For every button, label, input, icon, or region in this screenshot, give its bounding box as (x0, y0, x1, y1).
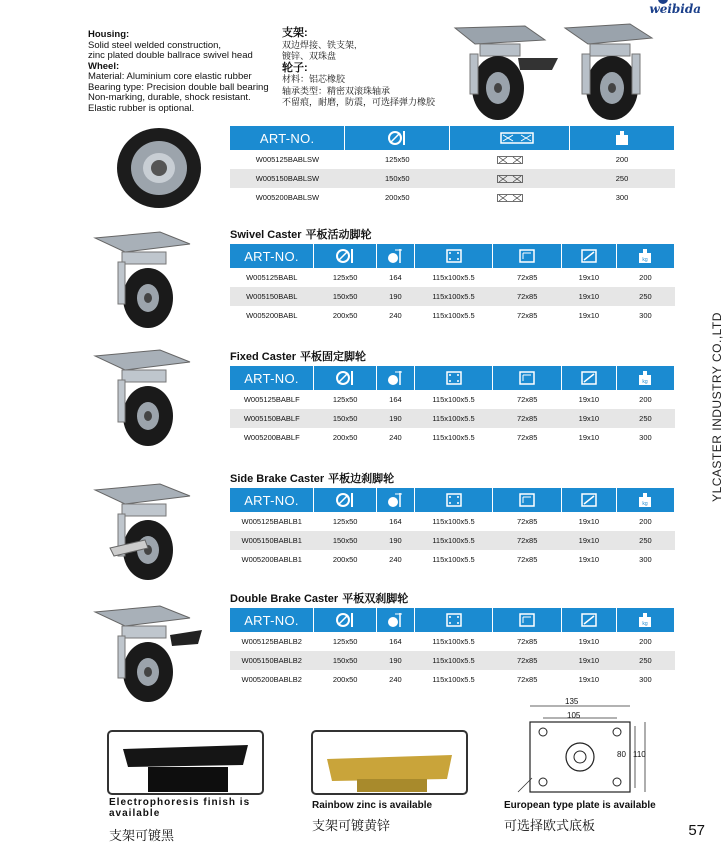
electrophoresis-caption-cn: 支架可镀黑 (109, 829, 175, 844)
table-cell: 250 (616, 287, 674, 306)
load-weight-icon (612, 130, 632, 146)
bracket-line-cn: 双边焊接、铁支架, (282, 39, 357, 50)
kg-label: kg (642, 621, 649, 627)
header-plate-size (414, 366, 493, 390)
header-load-weight (616, 608, 674, 632)
section-title-en: Double Brake Caster (230, 593, 339, 605)
table-cell: 164 (389, 395, 402, 404)
table-row (230, 188, 675, 207)
table-cell: W005125BABLB2 (241, 637, 302, 646)
table-cell: 125x50 (332, 395, 358, 404)
load-cell: 200 (615, 155, 629, 164)
table-cell: 19x10 (578, 395, 600, 404)
wheel-size-icon (335, 492, 355, 508)
hole-spacing-icon (517, 248, 537, 264)
table-cell: 200 (639, 517, 652, 526)
header-wheel-size (314, 488, 377, 512)
table-cell: 200x50 (332, 311, 358, 320)
spec-chinese (282, 28, 452, 109)
table-cell: 115x100x5.5 (432, 433, 475, 442)
european-plate-caption-cn: 可选择欧式底板 (504, 819, 596, 834)
bolt-hole-icon (579, 492, 599, 508)
dim-80: 80 (617, 750, 626, 759)
table-cell: 115x100x5.5 (414, 531, 493, 550)
table-cell: W005125BABL (246, 273, 298, 282)
bearing-cell (450, 169, 570, 188)
table-cell: 19x10 (578, 637, 600, 646)
table-row (230, 428, 675, 447)
housing-line: zinc plated double ballrace swivel head (88, 50, 253, 61)
table-cell: 19x10 (561, 409, 616, 428)
header-plate-size (414, 488, 493, 512)
wheel-size-icon (335, 370, 355, 386)
table-cell: 115x100x5.5 (432, 637, 475, 646)
electrophoresis-plate-photo (108, 731, 263, 794)
load-weight-icon (635, 612, 655, 628)
hole-spacing-icon (517, 612, 537, 628)
kg-label: kg (642, 501, 649, 507)
table-cell: 190 (377, 531, 414, 550)
header-bolt-hole (561, 608, 616, 632)
section-title (230, 348, 366, 364)
rainbow-zinc-plate-photo (312, 731, 467, 794)
table-cell: 300 (639, 555, 652, 564)
header-bolt-hole (561, 488, 616, 512)
swivel-caster-photo-top (560, 18, 660, 123)
wheel-line: Non-marking, durable, shock resistant. (88, 92, 251, 103)
table-cell: 115x100x5.5 (432, 675, 475, 684)
table-cell: 150x50 (314, 409, 377, 428)
header-plate-size (414, 608, 493, 632)
wheel-size-icon (387, 130, 407, 146)
art-no-cell: W005200BABLSW (255, 193, 320, 202)
table-cell: 115x100x5.5 (432, 395, 475, 404)
table-cell: 19x10 (578, 273, 600, 282)
header-wheel-size (314, 608, 377, 632)
table-cell: W005200BABLB1 (241, 555, 302, 564)
header-wheel-size (314, 366, 377, 390)
bearing-mark-icon (497, 156, 523, 164)
table-row (230, 287, 675, 306)
table-cell: 125x50 (332, 517, 358, 526)
table-cell: 190 (377, 651, 414, 670)
size-cell: 150x50 (345, 169, 450, 188)
section-title-en: Swivel Caster (230, 229, 302, 241)
bearing-cell (450, 188, 570, 207)
header-bolt-hole (561, 366, 616, 390)
bearing-mark-icon (497, 175, 523, 183)
header-plate-size (414, 244, 493, 268)
table-cell: 200x50 (332, 675, 358, 684)
section-title-cn: 平板双刹脚轮 (342, 593, 409, 605)
wheel-line-cn: 不留痕，耐磨，防震，可选择弹力橡胶 (282, 97, 436, 107)
header-art-no: ART-NO. (230, 608, 314, 632)
wheel-table (230, 126, 675, 207)
table-cell: 200x50 (332, 555, 358, 564)
table-cell: 190 (377, 409, 414, 428)
header-hole-spacing (493, 366, 561, 390)
table-cell: 164 (389, 637, 402, 646)
total-height-icon (385, 612, 405, 628)
table-cell: 125x50 (332, 273, 358, 282)
table-cell: W005150BABLB1 (230, 531, 314, 550)
total-height-icon (385, 248, 405, 264)
table-cell: 72x85 (493, 531, 561, 550)
table-cell: 72x85 (493, 651, 561, 670)
bolt-hole-icon (579, 370, 599, 386)
table-cell: 250 (616, 531, 674, 550)
bracket-line-cn: 镀锌、双珠盘 (282, 51, 337, 61)
electrophoresis-caption: Electrophoresis finish is available (109, 797, 251, 819)
load-weight-icon (635, 248, 655, 264)
table-cell: 240 (389, 311, 402, 320)
table-cell: 250 (616, 651, 674, 670)
dim-135: 135 (565, 697, 579, 706)
wheel-table-header-size (345, 126, 450, 150)
total-height-icon (385, 370, 405, 386)
section-title-en: Fixed Caster (230, 351, 297, 363)
table-cell: W005200BABL (246, 311, 298, 320)
table-cell: W005150BABL (230, 287, 314, 306)
table-cell: 72x85 (516, 395, 538, 404)
table-cell: 240 (389, 555, 402, 564)
table-cell: 164 (389, 517, 402, 526)
table-cell: 300 (639, 675, 652, 684)
total-height-icon (385, 492, 405, 508)
header-load-weight (616, 488, 674, 512)
section-spec-table (230, 608, 675, 689)
wheel-size-icon (335, 248, 355, 264)
size-cell: 125x50 (385, 155, 410, 164)
table-cell: 19x10 (578, 311, 600, 320)
table-row (230, 268, 675, 287)
table-cell: 200 (639, 637, 652, 646)
table-cell: 150x50 (314, 531, 377, 550)
header-load-weight (616, 244, 674, 268)
header-total-height (377, 608, 414, 632)
wheel-label-cn: 轮子: (282, 61, 308, 74)
table-cell: 250 (616, 409, 674, 428)
size-cell: 200x50 (385, 193, 410, 202)
bearing-icon (500, 130, 520, 146)
header-total-height (377, 366, 414, 390)
table-row (230, 651, 675, 670)
swivel-caster-photo (90, 226, 210, 331)
table-cell: 72x85 (516, 517, 538, 526)
bolt-hole-icon (579, 612, 599, 628)
header-art-no: ART-NO. (230, 244, 314, 268)
table-cell: 240 (389, 433, 402, 442)
load-weight-icon (635, 492, 655, 508)
art-no-cell: W005125BABLSW (255, 155, 320, 164)
dim-105: 105 (567, 711, 581, 720)
table-row (230, 306, 675, 325)
table-cell: 72x85 (516, 433, 538, 442)
table-cell: 19x10 (578, 675, 600, 684)
table-cell: 72x85 (493, 409, 561, 428)
table-row (230, 390, 675, 409)
table-cell: 72x85 (516, 311, 538, 320)
section-title-cn: 平板活动脚轮 (305, 229, 372, 241)
table-cell: W005200BABLB2 (241, 675, 302, 684)
table-row (230, 531, 675, 550)
header-total-height (377, 244, 414, 268)
kg-label: kg (642, 257, 649, 263)
table-cell: 19x10 (578, 433, 600, 442)
plate-size-icon (444, 370, 464, 386)
section-title-cn: 平板边刹脚轮 (328, 473, 395, 485)
table-cell: 115x100x5.5 (414, 287, 493, 306)
section-spec-table (230, 366, 675, 447)
table-cell: W005125BABLB1 (241, 517, 302, 526)
wheel-line-cn: 轴承类型：精密双滚珠轴承 (282, 85, 391, 96)
housing-label: Housing: (88, 29, 130, 40)
european-plate-drawing (510, 696, 660, 796)
housing-line: Solid steel welded construction, (88, 39, 222, 51)
table-row (230, 150, 675, 169)
bearing-cell (450, 150, 570, 169)
header-hole-spacing (493, 488, 561, 512)
table-cell: 115x100x5.5 (414, 651, 493, 670)
section-spec-table (230, 488, 675, 569)
table-cell: 190 (377, 287, 414, 306)
company-name-vertical: YLCASTER INDUSTRY CO.,LTD (710, 312, 724, 502)
section-title (230, 470, 394, 486)
table-cell: 19x10 (561, 651, 616, 670)
table-cell: 115x100x5.5 (432, 517, 475, 526)
header-load-weight (616, 366, 674, 390)
wheel-line: Bearing type: Precision double ball bearing (88, 81, 269, 93)
header-art-no: ART-NO. (230, 366, 314, 390)
header-art-no: ART-NO. (230, 488, 314, 512)
bolt-hole-icon (579, 248, 599, 264)
section-title (230, 590, 408, 606)
load-cell: 250 (570, 169, 675, 188)
load-cell: 300 (615, 193, 629, 202)
table-cell: 72x85 (516, 555, 538, 564)
bearing-mark-icon (497, 194, 523, 202)
table-cell: 300 (639, 311, 652, 320)
table-cell: 300 (639, 433, 652, 442)
sidebrake-caster-photo (90, 478, 210, 583)
fixed-caster-photo (90, 344, 210, 449)
table-cell: W005150BABLB2 (230, 651, 314, 670)
load-weight-icon (635, 370, 655, 386)
table-cell: 115x100x5.5 (432, 555, 475, 564)
page-number: 57 (688, 822, 705, 839)
wheel-table-header-art: ART-NO. (230, 126, 345, 150)
european-plate-caption: European type plate is available (504, 800, 656, 811)
plate-size-icon (444, 612, 464, 628)
table-cell: 72x85 (516, 675, 538, 684)
hole-spacing-icon (517, 492, 537, 508)
wheel-table-header-bearing (450, 126, 570, 150)
rainbow-zinc-caption: Rainbow zinc is available (312, 800, 433, 811)
wheel-line: Material: Aluminium core elastic rubber (88, 71, 252, 82)
table-cell: 19x10 (561, 531, 616, 550)
table-cell: 72x85 (493, 287, 561, 306)
doublebrake-caster-photo (90, 600, 210, 705)
section-title-cn: 平板固定脚轮 (300, 351, 367, 363)
table-cell: W005125BABLF (243, 395, 300, 404)
table-cell: 150x50 (314, 287, 377, 306)
wheel-size-icon (335, 612, 355, 628)
wheel-label: Wheel: (88, 60, 120, 72)
table-cell: 115x100x5.5 (432, 311, 475, 320)
plate-size-icon (444, 248, 464, 264)
header-total-height (377, 488, 414, 512)
wheel-line: Elastic rubber is optional. (88, 102, 195, 114)
table-row (230, 512, 675, 531)
table-cell: 150x50 (314, 651, 377, 670)
table-cell: 164 (389, 273, 402, 282)
table-row (230, 409, 675, 428)
wheel-table-header-load (570, 126, 675, 150)
table-cell: 200 (639, 273, 652, 282)
spec-english (88, 30, 288, 114)
header-hole-spacing (493, 608, 561, 632)
hole-spacing-icon (517, 370, 537, 386)
section-title (230, 226, 372, 242)
table-row (230, 632, 675, 651)
table-row (230, 169, 675, 188)
header-bolt-hole (561, 244, 616, 268)
table-cell: 115x100x5.5 (414, 409, 493, 428)
wheel-line-cn: 材料：铝芯橡胶 (282, 74, 346, 84)
kg-label: kg (642, 379, 649, 385)
plate-size-icon (444, 492, 464, 508)
header-hole-spacing (493, 244, 561, 268)
dim-110: 110 (633, 750, 646, 759)
table-cell: 19x10 (561, 287, 616, 306)
table-cell: 19x10 (578, 517, 600, 526)
table-cell: 72x85 (516, 637, 538, 646)
table-cell: 200x50 (332, 433, 358, 442)
side-brake-caster-photo (440, 18, 565, 123)
table-cell: W005200BABLF (243, 433, 300, 442)
table-row (230, 670, 675, 689)
rainbow-zinc-caption-cn: 支架可镀黄锌 (312, 819, 391, 834)
section-title-en: Side Brake Caster (230, 473, 325, 485)
header-wheel-size (314, 244, 377, 268)
bracket-label-cn: 支架: (282, 27, 308, 39)
table-row (230, 550, 675, 569)
table-cell: W005150BABLF (230, 409, 314, 428)
table-cell: 200 (639, 395, 652, 404)
wheel-photo (113, 126, 205, 210)
art-no-cell: W005150BABLSW (230, 169, 345, 188)
table-cell: 240 (389, 675, 402, 684)
table-cell: 115x100x5.5 (432, 273, 475, 282)
table-cell: 72x85 (516, 273, 538, 282)
table-cell: 125x50 (332, 637, 358, 646)
brand-logo: weibida (649, 2, 701, 16)
section-spec-table (230, 244, 675, 325)
table-cell: 19x10 (578, 555, 600, 564)
